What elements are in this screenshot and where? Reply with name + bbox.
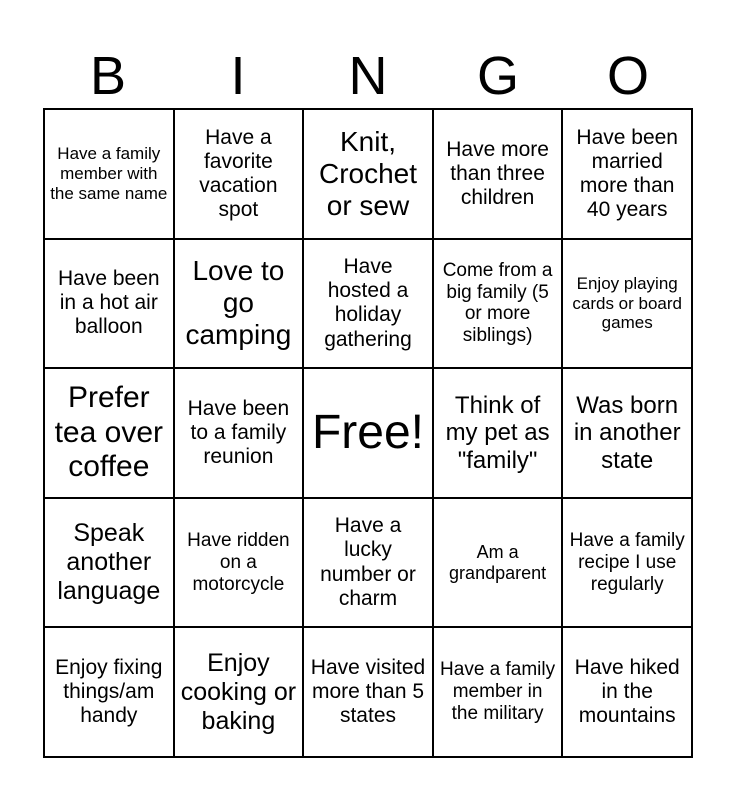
bingo-cell-o3[interactable] xyxy=(562,368,692,498)
header-letter-b: B xyxy=(89,46,127,106)
bingo-cell-o1[interactable] xyxy=(562,109,692,239)
bingo-cell-i5[interactable] xyxy=(174,627,304,757)
bingo-cell-g4[interactable] xyxy=(433,498,563,628)
cell-text: Was born in another state xyxy=(573,391,681,474)
bingo-cell-n2[interactable] xyxy=(303,239,433,369)
cell-text: Have been in a hot air balloon xyxy=(58,267,160,339)
bingo-header xyxy=(43,46,693,106)
cell-text: Come from a big family (5 or more siblings) xyxy=(442,259,553,347)
cell-text: Have a family member in the military xyxy=(440,659,556,725)
bingo-cell-n5[interactable] xyxy=(303,627,433,757)
bingo-cell-i4[interactable] xyxy=(174,498,304,628)
cell-text: Have been married more than 40 years xyxy=(576,125,678,221)
bingo-cell-i1[interactable] xyxy=(174,109,304,239)
bingo-cell-g2[interactable] xyxy=(433,239,563,369)
cell-text: Think of my pet as "family" xyxy=(445,391,550,474)
cell-text: Prefer tea over coffee xyxy=(54,381,163,484)
bingo-cell-o2[interactable] xyxy=(562,239,692,369)
header-letter-g: G xyxy=(476,46,519,106)
cell-text: Have a lucky number or charm xyxy=(320,514,416,610)
cell-text: Have a family member with the same name xyxy=(50,144,168,203)
bingo-cell-i2[interactable] xyxy=(174,239,304,369)
bingo-cell-i3[interactable] xyxy=(174,368,304,498)
bingo-cell-b5[interactable] xyxy=(44,627,174,757)
header-letter-n: N xyxy=(348,46,388,106)
bingo-cell-n4[interactable] xyxy=(303,498,433,628)
cell-text: Have been to a family reunion xyxy=(187,396,290,469)
cell-text: Am a grandparent xyxy=(449,541,547,583)
cell-text: Have hiked in the mountains xyxy=(574,655,680,728)
bingo-cell-g3[interactable] xyxy=(433,368,563,498)
cell-text: Have ridden on a motorcycle xyxy=(187,529,290,595)
bingo-cell-b3[interactable] xyxy=(44,368,174,498)
cell-text: Knit, Crochet or sew xyxy=(318,125,418,221)
bingo-cell-b4[interactable] xyxy=(44,498,174,628)
header-letter-i: I xyxy=(230,46,246,106)
cell-text: Enjoy fixing things/am handy xyxy=(55,655,163,728)
bingo-cell-b2[interactable] xyxy=(44,239,174,369)
bingo-cell-o4[interactable] xyxy=(562,498,692,628)
bingo-cell-g1[interactable] xyxy=(433,109,563,239)
cell-text: Have a favorite vacation spot xyxy=(199,125,278,221)
bingo-cell-n1[interactable] xyxy=(303,109,433,239)
bingo-cell-o5[interactable] xyxy=(562,627,692,757)
cell-text: Enjoy playing cards or board games xyxy=(572,274,682,333)
cell-text: Have visited more than 5 states xyxy=(310,655,426,728)
bingo-cell-free[interactable] xyxy=(303,368,433,498)
bingo-cell-b1[interactable] xyxy=(44,109,174,239)
bingo-cell-g5[interactable] xyxy=(433,627,563,757)
bingo-card xyxy=(43,108,693,758)
cell-text: Love to go camping xyxy=(185,255,292,351)
header-letter-o: O xyxy=(606,46,649,106)
cell-text: Speak another language xyxy=(57,519,161,605)
cell-text: Have a family recipe I use regularly xyxy=(569,529,685,595)
cell-text: Have hosted a holiday gathering xyxy=(324,255,412,351)
cell-text: Have more than three children xyxy=(446,137,549,209)
cell-text: Enjoy cooking or baking xyxy=(180,649,297,735)
free-space-text: Free! xyxy=(311,406,424,460)
